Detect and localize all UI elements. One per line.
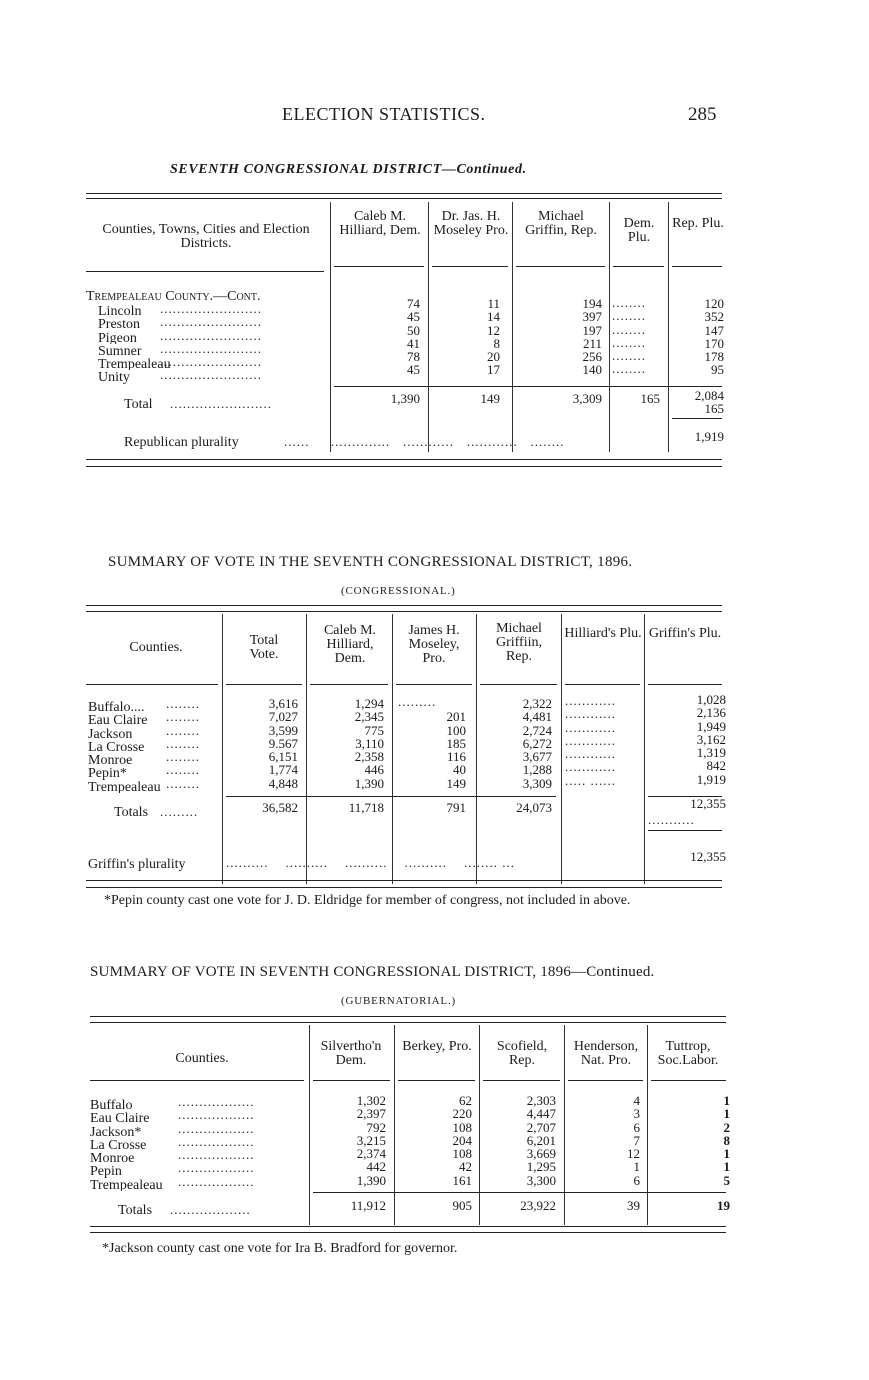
table-cell: 204 xyxy=(452,1133,472,1148)
table-cell: 1,774 xyxy=(268,763,298,777)
table-cell: 170 xyxy=(704,336,724,351)
table-cell: 842 xyxy=(706,759,726,773)
t2-plurality-label: Griffin's plurality xyxy=(88,858,186,872)
t2-plurality-dots: .......... .......... .......... .......... ........ ... xyxy=(226,855,515,870)
table2-footnote: *Pepin county cast one vote for J. D. Eldridge for member of congress, not included in above. xyxy=(104,893,631,908)
t3-col-henderson xyxy=(600,1094,640,1187)
page-title: ELECTION STATISTICS. xyxy=(282,104,486,124)
t2-header-hilliard-plu: Hilliard's Plu. xyxy=(564,626,642,641)
t2-totals-hilliard: 11,718 xyxy=(348,800,384,815)
table-cell: 2,345 xyxy=(354,710,384,724)
table-cell: 194 xyxy=(582,297,602,311)
table-cell: 1 xyxy=(723,1107,730,1121)
table-cell: 211 xyxy=(582,336,602,351)
t3-header-scofield: Scofield, Rep. xyxy=(496,1039,548,1068)
t3-col-berkey xyxy=(420,1094,472,1187)
t2-header-griffin: Michael Griffiin, Rep. xyxy=(495,621,542,664)
table-cell: 4,447 xyxy=(526,1107,556,1121)
table-row-label: Monroe xyxy=(90,1151,135,1165)
t3-header-counties: Counties. xyxy=(175,1051,229,1066)
t1-header-rep-plu: Rep. Plu. xyxy=(672,216,724,231)
table-cell: 397 xyxy=(582,310,602,324)
table-cell: 3,309 xyxy=(522,776,552,791)
table-cell: 7,027 xyxy=(268,710,298,724)
t1-total-dem-plu: 165 xyxy=(640,391,660,406)
table-cell: 45 xyxy=(407,310,420,324)
table-cell: 1,949 xyxy=(696,719,726,733)
table-cell: 17 xyxy=(487,363,500,377)
table-cell: 78 xyxy=(407,350,420,364)
table-cell: 120 xyxy=(704,297,724,311)
table-cell: 3,669 xyxy=(526,1147,556,1161)
t1-header-griffin: Michael Griffin, Rep. xyxy=(525,209,597,238)
t1-plurality-dots: ...... .............. ............ ............ ........ xyxy=(284,434,565,449)
table-cell: 6 xyxy=(633,1120,640,1134)
table-cell: 352 xyxy=(704,310,724,324)
table-cell: 9.567 xyxy=(268,736,298,751)
t2-header-griffin-plu: Griffin's Plu. xyxy=(648,626,722,641)
table-cell: 3 xyxy=(633,1107,640,1121)
table-cell: 2,358 xyxy=(354,750,384,764)
table-row-label: Sumner xyxy=(98,343,142,358)
t1-header-hilliard: Caleb M. Hilliard, Dem. xyxy=(339,209,421,238)
t3-totals-scofield: 23,922 xyxy=(520,1198,556,1213)
table-cell: 6 xyxy=(633,1173,640,1188)
t3-totals-henderson: 39 xyxy=(627,1198,640,1213)
t3-totals-silverthorn: 11,912 xyxy=(350,1198,386,1213)
table-row-label: Trempealeau xyxy=(90,1177,163,1192)
t1-total-griffin: 3,309 xyxy=(572,391,602,406)
table-cell: 3,677 xyxy=(522,750,552,764)
table-cell: 41 xyxy=(407,336,420,351)
t3-col-scofield xyxy=(496,1094,556,1187)
t3-totals-dots: ................... xyxy=(170,1202,251,1217)
table-cell: 95 xyxy=(711,363,724,377)
table-cell: 108 xyxy=(452,1120,472,1134)
table-cell: 14 xyxy=(487,310,500,324)
t2-header-moseley: James H. Moseley, Pro. xyxy=(408,623,460,666)
table-cell: 256 xyxy=(582,350,602,364)
table-row-label: Trempealeau xyxy=(98,357,171,371)
table-cell: 5 xyxy=(723,1173,730,1188)
table3-footnote: *Jackson county cast one vote for Ira B. Bradford for governor. xyxy=(102,1241,458,1256)
t2-header-counties: Counties. xyxy=(129,640,183,655)
table-cell: 7 xyxy=(633,1133,640,1148)
t1-section-label: Trempealeau County.—Cont. xyxy=(86,290,261,304)
table-cell: 2 xyxy=(723,1120,730,1134)
table-row-label: Unity xyxy=(98,370,130,384)
t2-header-hilliard: Caleb M. Hilliard, Dem. xyxy=(323,623,377,666)
table-cell: 1,028 xyxy=(696,693,726,707)
t1-total-label: Total xyxy=(124,398,153,412)
t3-totals-label: Totals xyxy=(118,1204,153,1218)
t1-leader-dots: ........................ ........................ ........................ ........................ ........................ ........................ xyxy=(160,302,262,382)
table-cell: 6,201 xyxy=(526,1133,556,1148)
table-row-label: Monroe xyxy=(88,753,133,767)
table-row-label: Eau Claire xyxy=(88,713,148,727)
t1-header-moseley: Dr. Jas. H. Moseley Pro. xyxy=(433,209,509,238)
table-cell: 4,481 xyxy=(522,710,552,724)
table-row-label: Buffalo xyxy=(90,1098,133,1112)
table-row-label: Pepin xyxy=(90,1164,122,1178)
table-cell: 2,136 xyxy=(696,706,726,720)
table-row-label: Buffalo.... xyxy=(88,700,145,714)
table-row-label: Jackson* xyxy=(90,1124,142,1138)
t3-header-henderson: Henderson, Nat. Pro. xyxy=(573,1039,639,1068)
table-cell: 2,707 xyxy=(526,1120,556,1134)
t2-leader-dots: ........ ........ ........ ........ ........ ........ ........ xyxy=(166,697,200,791)
table-cell: 2,322 xyxy=(522,697,552,711)
table-cell: 50 xyxy=(407,323,420,337)
table3-title: SUMMARY OF VOTE IN SEVENTH CONGRESSIONAL DISTRICT, 1896—Continued. xyxy=(90,964,655,980)
table-cell: 62 xyxy=(459,1094,472,1108)
table-cell: 446 xyxy=(364,763,384,777)
t1-total-moseley: 149 xyxy=(480,391,500,406)
table-cell: 1,319 xyxy=(696,746,726,760)
t3-totals-berkey: 905 xyxy=(452,1198,472,1213)
t1-total-hilliard: 1,390 xyxy=(390,391,420,406)
table-cell: 1,294 xyxy=(354,697,384,711)
table-cell: 149 xyxy=(446,776,466,791)
table-cell: 3,162 xyxy=(696,732,726,747)
table-cell: 108 xyxy=(452,1147,472,1161)
table-cell: 161 xyxy=(452,1173,472,1188)
t3-totals-tuttrop: 19 xyxy=(717,1198,730,1213)
table-cell: 4 xyxy=(633,1094,640,1108)
table-cell: 140 xyxy=(582,363,602,377)
table-row-label: Trempealeau xyxy=(88,779,161,794)
table2-title: SUMMARY OF VOTE IN THE SEVENTH CONGRESSIONAL DISTRICT, 1896. xyxy=(108,554,633,570)
t3-header-tuttrop: Tuttrop, Soc.Labor. xyxy=(657,1039,719,1068)
table-cell: 42 xyxy=(459,1160,472,1174)
table-cell: 1,288 xyxy=(522,763,552,777)
table-cell: 220 xyxy=(452,1107,472,1121)
table-cell: 3,110 xyxy=(355,736,384,751)
t2-totals-total-vote: 36,582 xyxy=(262,800,298,815)
t3-col-silverthorn xyxy=(326,1094,386,1187)
t2-totals-plu-dots: ........... xyxy=(648,812,695,827)
table-cell: 1 xyxy=(723,1147,730,1161)
table-cell: 1 xyxy=(633,1160,640,1174)
table-cell: 197 xyxy=(582,323,602,337)
table-cell: 6,272 xyxy=(522,736,552,751)
table-cell: 1 xyxy=(723,1160,730,1174)
table-cell: 74 xyxy=(407,297,420,311)
table-cell: 1,295 xyxy=(526,1160,556,1174)
table-cell: 45 xyxy=(407,363,420,377)
table-row-label: Jackson xyxy=(88,726,133,740)
t1-total-rep-plu: 2,084 xyxy=(694,388,724,403)
table-cell: 442 xyxy=(366,1160,386,1174)
t3-header-silverthorn: Silvertho'n Dem. xyxy=(320,1039,382,1068)
t1-header-dem-plu: Dem. Plu. xyxy=(623,216,655,245)
table-cell: 40 xyxy=(453,763,466,777)
table2-subtitle: (CONGRESSIONAL.) xyxy=(341,585,456,597)
table-cell: 185 xyxy=(446,736,466,751)
table-cell: 4,848 xyxy=(268,776,298,791)
t3-leader-dots: .................. .................. .................. .................. .................. .................. .................. xyxy=(178,1095,255,1189)
table-cell: 6,151 xyxy=(268,750,298,764)
t2-totals-griffin-plu: 12,355 xyxy=(690,796,726,811)
table-cell: 147 xyxy=(704,323,724,337)
table-cell: 3,215 xyxy=(356,1133,386,1148)
table-cell: 12 xyxy=(487,323,500,337)
t2-totals-dots: ......... xyxy=(160,804,199,819)
table-cell: 20 xyxy=(487,350,500,364)
table-row-label: La Crosse xyxy=(90,1137,147,1152)
t2-header-total-vote: Total Vote. xyxy=(249,633,279,662)
table-cell: 100 xyxy=(446,723,466,737)
table-cell: 1 xyxy=(723,1094,730,1108)
t1-total-rep-plu-2: 165 xyxy=(704,401,724,416)
t1-plurality-value: 1,919 xyxy=(694,429,724,444)
t2-hilliard-plu-dots: ............ ............ ............ ............ ............ ............ ..... ...... xyxy=(565,694,616,788)
table-cell: 1,390 xyxy=(356,1173,386,1188)
table-cell: 2,374 xyxy=(356,1147,386,1161)
table-cell: 3,599 xyxy=(268,723,298,737)
table-row-label: Lincoln xyxy=(98,304,142,318)
table-cell: 8 xyxy=(493,336,500,351)
t1-dem-plu-dots: ........ ........ ........ ........ ........ ........ xyxy=(612,296,646,376)
table3-subtitle: (GUBERNATORIAL.) xyxy=(341,995,456,1007)
table-cell: 1,302 xyxy=(356,1094,386,1108)
table-row-label: Preston xyxy=(98,317,140,331)
table-cell: 2,397 xyxy=(356,1107,386,1121)
table-row-label: Pigeon xyxy=(98,330,137,344)
table-cell: 11 xyxy=(487,297,500,311)
table-cell: 2,303 xyxy=(526,1094,556,1108)
t2-totals-griffin: 24,073 xyxy=(516,800,552,815)
table-cell: 8 xyxy=(723,1133,730,1148)
table-row-label: Pepin* xyxy=(88,766,127,780)
table-row-label: Eau Claire xyxy=(90,1111,150,1125)
t3-header-berkey: Berkey, Pro. xyxy=(402,1039,472,1054)
table-cell: 1,919 xyxy=(696,772,726,787)
t2-plurality-value: 12,355 xyxy=(690,849,726,864)
table1-subtitle: SEVENTH CONGRESSIONAL DISTRICT—Continued. xyxy=(170,162,527,177)
page-number: 285 xyxy=(688,104,717,125)
table-cell: 178 xyxy=(704,350,724,364)
table-cell: 3,616 xyxy=(268,697,298,711)
table-cell: 201 xyxy=(446,710,466,724)
table-cell: 1,390 xyxy=(354,776,384,791)
table-cell: 775 xyxy=(364,723,384,737)
table-cell: 3,300 xyxy=(526,1173,556,1188)
t3-col-tuttrop xyxy=(690,1094,730,1187)
t2-moseley-dots: ......... xyxy=(398,694,437,709)
t1-header-label: Counties, Towns, Cities and Election Districts. xyxy=(102,222,310,251)
table-cell: 792 xyxy=(366,1120,386,1134)
table-cell: 12 xyxy=(627,1147,640,1161)
table-row-label: La Crosse xyxy=(88,739,145,754)
table-cell: 116 xyxy=(446,750,466,764)
t1-plurality-label: Republican plurality xyxy=(124,436,239,450)
t1-total-dots: ........................ xyxy=(170,396,272,411)
table-cell: 2,724 xyxy=(522,723,552,737)
t2-totals-moseley: 791 xyxy=(446,800,466,815)
t2-totals-label: Totals xyxy=(114,806,149,820)
